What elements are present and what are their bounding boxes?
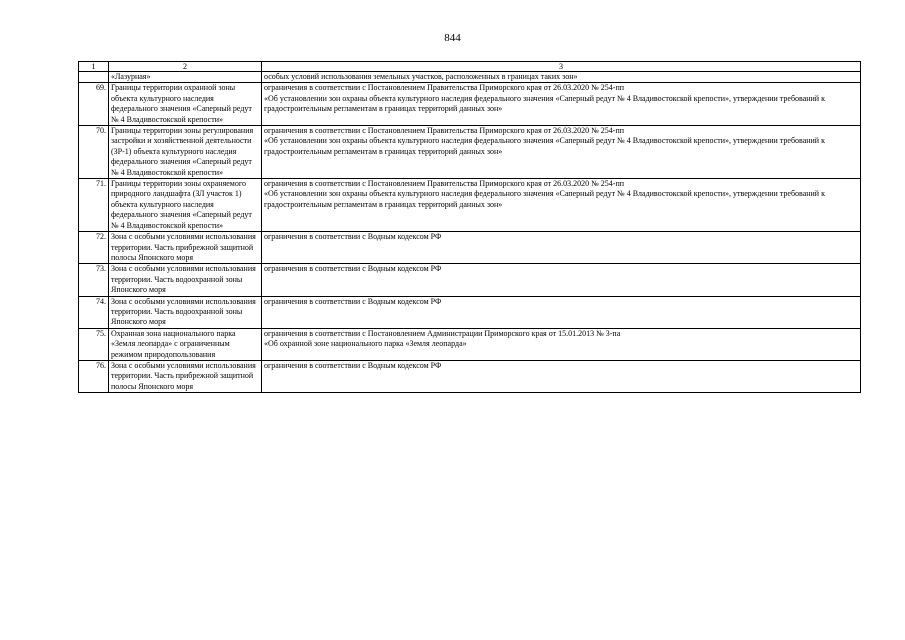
table-header-row [79, 62, 861, 72]
zone-name: «Лазурная» [109, 72, 262, 83]
restriction-document-title: «Об установлении зон охраны объекта культурного наследия федерального значения «Саперный редут № 4 Владивостокской крепости», утверждении требований к градостроительным регламентам в границах территорий данных зон» [264, 93, 825, 114]
restriction-basis: ограничения в соответствии с Водным кодексом РФ [264, 360, 442, 370]
restriction-description [262, 232, 861, 264]
zone-name: Зона с особыми условиями использования территории. Часть водоохранной зоны Японского моря [109, 264, 262, 296]
restriction-basis: ограничения в соответствии с Постановлением Правительства Приморского края от 26.03.2020 № 254-пп [264, 126, 625, 136]
zones-table [78, 61, 861, 393]
column-header-zone-name: 2 [109, 62, 262, 72]
row-number: 75. [79, 328, 109, 360]
restriction-description [262, 360, 861, 392]
restriction-description [262, 264, 861, 296]
restriction-basis: ограничения в соответствии с Постановлением Правительства Приморского края от 26.03.2020 № 254-пп [264, 83, 625, 93]
column-header-restrictions: 3 [262, 62, 861, 72]
zone-name: Зона с особыми условиями использования территории. Часть прибрежной защитной полосы Японского моря [109, 232, 262, 264]
restriction-description: особых условий использования земельных участков, расположенных в границах таких зон» [262, 72, 861, 83]
table-row [79, 179, 861, 232]
restriction-basis: ограничения в соответствии с Водным кодексом РФ [264, 232, 442, 242]
table-row [79, 328, 861, 360]
table-row-continuation [79, 72, 861, 83]
table-row [79, 296, 861, 328]
row-number: 74. [79, 296, 109, 328]
zone-name: Зона с особыми условиями использования территории. Часть прибрежной защитной полосы Японского моря [109, 360, 262, 392]
restriction-description [262, 126, 861, 179]
restriction-document-title: «Об установлении зон охраны объекта культурного наследия федерального значения «Саперный редут № 4 Владивостокской крепости», утверждении требований к градостроительным регламентам в границах территорий данных зон» [264, 136, 825, 156]
restriction-basis: ограничения в соответствии с Постановлением Правительства Приморского края от 26.03.2020 № 254-пп [264, 179, 625, 189]
restriction-description [262, 83, 861, 126]
row-number: 72. [79, 232, 109, 264]
row-number: 69. [79, 83, 109, 126]
row-number: 76. [79, 360, 109, 392]
row-number: 71. [79, 179, 109, 232]
restriction-description [262, 296, 861, 328]
table-row [79, 360, 861, 392]
table-row [79, 126, 861, 179]
table-row [79, 264, 861, 296]
row-number: 73. [79, 264, 109, 296]
column-header-number: 1 [79, 62, 109, 72]
zone-name: Охранная зона национального парка «Земля леопарда» с ограниченным режимом природопользования [109, 328, 262, 360]
table-row [79, 232, 861, 264]
table-row [79, 83, 861, 126]
row-number [79, 72, 109, 83]
zone-name: Зона с особыми условиями использования территории. Часть водоохранной зоны Японского моря [109, 296, 262, 328]
row-number: 70. [79, 126, 109, 179]
zone-name: Границы территории зоны регулирования застройки и хозяйственной деятельности (ЗР-1) объекта культурного наследия федерального значения «Саперный редут № 4 Владивостокской крепости» [109, 126, 262, 179]
restriction-basis: ограничения в соответствии с Водным кодексом РФ [264, 296, 442, 306]
restriction-document-title: «Об охранной зоне национального парка «Земля леопарда» [264, 339, 467, 349]
restriction-basis: ограничения в соответствии с Водным кодексом РФ [264, 264, 442, 274]
restriction-document-title: «Об установлении зон охраны объекта культурного наследия федерального значения «Саперный редут № 4 Владивостокской крепости», утверждении требований к градостроительным регламентам в границах территорий данных зон» [264, 189, 825, 209]
zone-name: Границы территории зоны охраняемого природного ландшафта (ЗЛ участок 1) объекта культурного наследия федерального значения «Саперный редут № 4 Владивостокской крепости» [109, 179, 262, 232]
restriction-basis: ограничения в соответствии с Постановлением Администрации Приморского края от 15.01.2013 № 3-па [264, 328, 621, 338]
page-number: 844 [444, 32, 461, 44]
restriction-description [262, 179, 861, 232]
zone-name: Границы территории охранной зоны объекта культурного наследия федерального значения «Саперный редут № 4 Владивостокской крепости» [109, 83, 262, 126]
restriction-description [262, 328, 861, 360]
